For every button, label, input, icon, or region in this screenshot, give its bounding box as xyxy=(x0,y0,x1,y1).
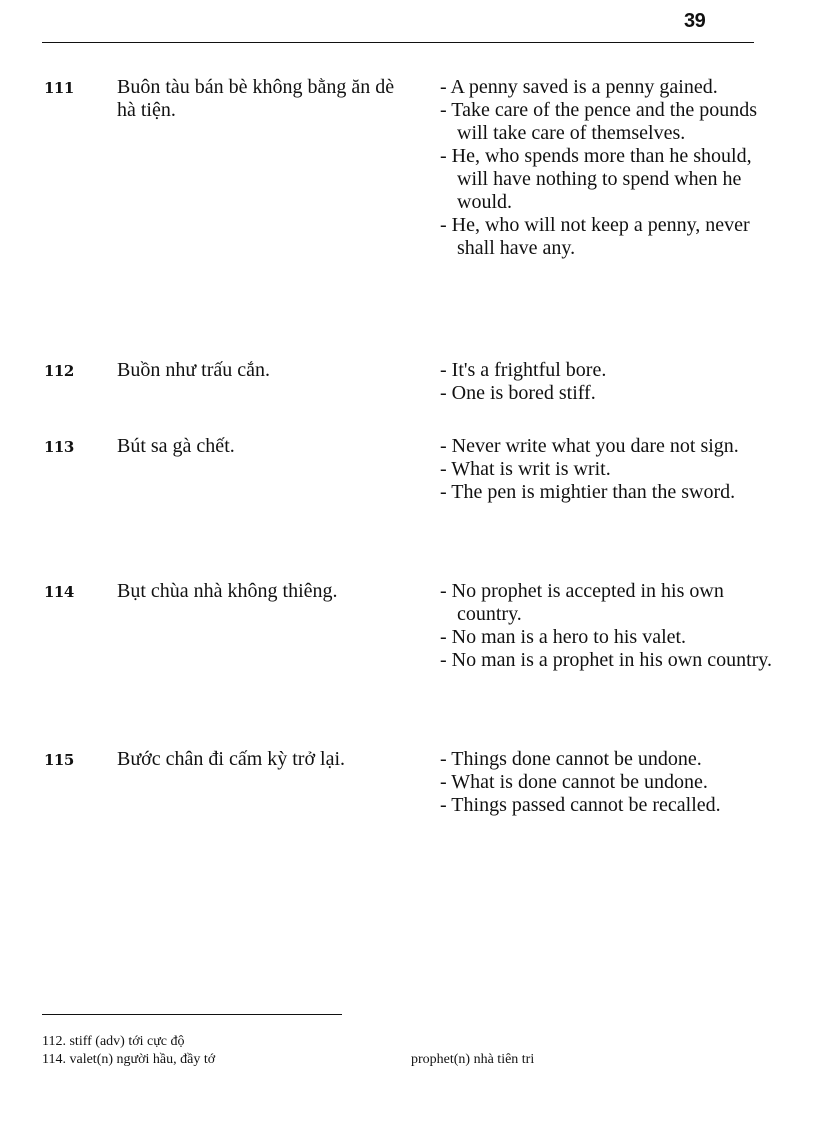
footnote-114-valet: 114. valet(n) người hầu, đầy tớ xyxy=(42,1052,216,1067)
english-equivalent: - No man is a hero to his valet. xyxy=(440,626,687,648)
english-equivalent: - Things done cannot be undone. xyxy=(440,748,702,770)
header-rule xyxy=(42,42,754,43)
footnote-112: 112. stiff (adv) tới cực độ xyxy=(42,1034,185,1049)
english-equivalents xyxy=(440,580,780,672)
english-equivalents xyxy=(440,435,780,504)
entry-number: 112 xyxy=(44,362,74,380)
entry-number: 114 xyxy=(44,583,74,601)
english-equivalents xyxy=(440,76,780,260)
vietnamese-proverb: Bước chân đi cấm kỳ trở lại. xyxy=(117,748,346,770)
english-equivalent: - Take care of the pence and the pounds will take care of themselves. xyxy=(440,99,757,144)
entry-number: 115 xyxy=(44,751,74,769)
vietnamese-proverb: Buồn như trấu cắn. xyxy=(117,359,271,381)
english-equivalent: - He, who spends more than he should, will have nothing to spend when he would. xyxy=(440,145,752,213)
entry-number: 111 xyxy=(44,79,74,97)
footnote-rule xyxy=(42,1014,342,1015)
page-number: 39 xyxy=(684,10,706,32)
english-equivalent: - No man is a prophet in his own country. xyxy=(440,649,772,671)
footnote-114-prophet: prophet(n) nhà tiên tri xyxy=(411,1052,535,1067)
english-equivalents xyxy=(440,748,780,817)
english-equivalent: - One is bored stiff. xyxy=(440,382,596,404)
english-equivalent: - He, who will not keep a penny, never shall have any. xyxy=(440,214,750,259)
english-equivalents xyxy=(440,359,780,405)
entry-number: 113 xyxy=(44,438,74,456)
vietnamese-proverb: Buôn tàu bán bè không bằng ăn dè hà tiện. xyxy=(117,76,395,121)
english-equivalent: - Things passed cannot be recalled. xyxy=(440,794,721,816)
vietnamese-proverb: Bụt chùa nhà không thiêng. xyxy=(117,580,338,602)
english-equivalent: - What is done cannot be undone. xyxy=(440,771,708,793)
english-equivalent: - It's a frightful bore. xyxy=(440,359,607,381)
english-equivalent: - No prophet is accepted in his own country. xyxy=(440,580,724,625)
english-equivalent: - A penny saved is a penny gained. xyxy=(440,76,718,98)
english-equivalent: - Never write what you dare not sign. xyxy=(440,435,739,457)
english-equivalent: - The pen is mightier than the sword. xyxy=(440,481,736,503)
english-equivalent: - What is writ is writ. xyxy=(440,458,611,480)
vietnamese-proverb: Bút sa gà chết. xyxy=(117,435,235,457)
